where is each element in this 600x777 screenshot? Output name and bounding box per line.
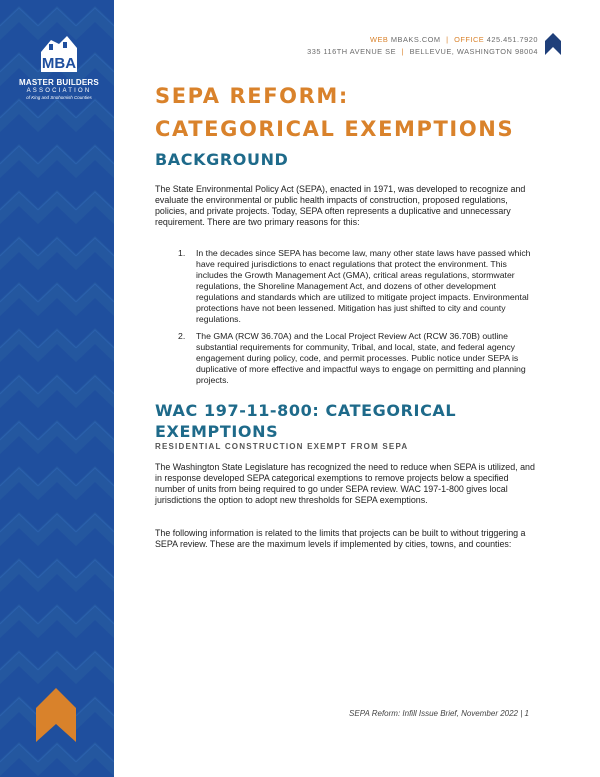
office-phone[interactable]: 425.451.7920 (486, 35, 538, 44)
list-text: In the decades since SEPA has become law, many other state laws have passed which have required jurisdictions to enact regulations that protect the environment. This includes the Growth Management Act (GMA), critical areas regulations, stormwater regulations, the Shoreline Management Act, and dozens of other development regulations and standards which are utilized to mitigate project impacts. Environmental protections have not been lessened. Mitigation has just shifted to city and county regulations. (196, 248, 531, 324)
blue-chevron-icon (545, 33, 561, 55)
list-number: 1. (178, 248, 186, 258)
list-item (178, 331, 534, 386)
title-line2: CATEGORICAL EXEMPTIONS (155, 117, 515, 141)
list-number: 2. (178, 331, 186, 341)
mba-house-icon (35, 30, 83, 76)
logo-mark-text: MBA (41, 55, 77, 72)
background-intro: The State Environmental Policy Act (SEPA), enacted in 1971, was developed to recognize and evaluate the environmental or public health impacts of construction, proposed regulations, policies, and private projects. Today, SEPA often represents a duplicative and unnecessary requirement. There are two primary reasons for this: (155, 184, 526, 227)
footer-text: SEPA Reform: Infill Issue Brief, November 2022 | (349, 709, 523, 718)
web-link[interactable]: MBAKS.COM (390, 35, 441, 44)
logo-line2: ASSOCIATION (26, 88, 92, 94)
reasons-list (178, 248, 534, 392)
wac-paragraph-2: The following information is related to the limits that projects can be built to without triggering a SEPA review. These are the maximum levels if implemented by cities, towns, and counties: (155, 528, 526, 549)
city: BELLEVUE, WASHINGTON 98004 (409, 47, 538, 56)
orange-chevron-icon (36, 688, 76, 742)
logo-line1: MASTER BUILDERS (19, 78, 99, 87)
page-footer (349, 709, 529, 718)
mba-logo (14, 30, 104, 101)
wac-heading: WAC 197-11-800: CATEGORICAL EXEMPTIONS (155, 401, 457, 441)
sidebar (0, 0, 114, 777)
background-heading: BACKGROUND (155, 150, 289, 169)
page-number: 1 (524, 709, 529, 718)
logo-line3: of King and Snohomish Counties (26, 95, 92, 100)
web-label: WEB (369, 35, 389, 44)
list-text: The GMA (RCW 36.70A) and the Local Project Review Act (RCW 36.70B) outline substantial requirements for community, Tribal, and local, state, and federal agency engagement during policy, code, and permit processes. Public notice under SEPA is duplicative of more effective and impactful ways to engage on permitting and planning projects. (196, 331, 526, 385)
address: 335 116TH AVENUE SE (307, 47, 397, 56)
document-title (155, 80, 514, 146)
separator: | (446, 35, 449, 44)
title-line1: SEPA REFORM: (155, 84, 349, 108)
chevron-pattern (0, 0, 114, 777)
office-label: OFFICE (454, 35, 485, 44)
list-item (178, 248, 534, 325)
separator: | (401, 47, 405, 56)
contact-header (307, 34, 538, 58)
wac-paragraph-1: The Washington State Legislature has recognized the need to reduce when SEPA is utilized, and in response developed SEPA categorical exemptions to remove projects below a specified number of units from being required to go under SEPA review. WAC 197-1-800 gives local jurisdictions the option to adopt new thresholds for SEPA exemptions. (155, 462, 535, 505)
wac-subheading: RESIDENTIAL CONSTRUCTION EXEMPT FROM SEPA (155, 442, 409, 451)
